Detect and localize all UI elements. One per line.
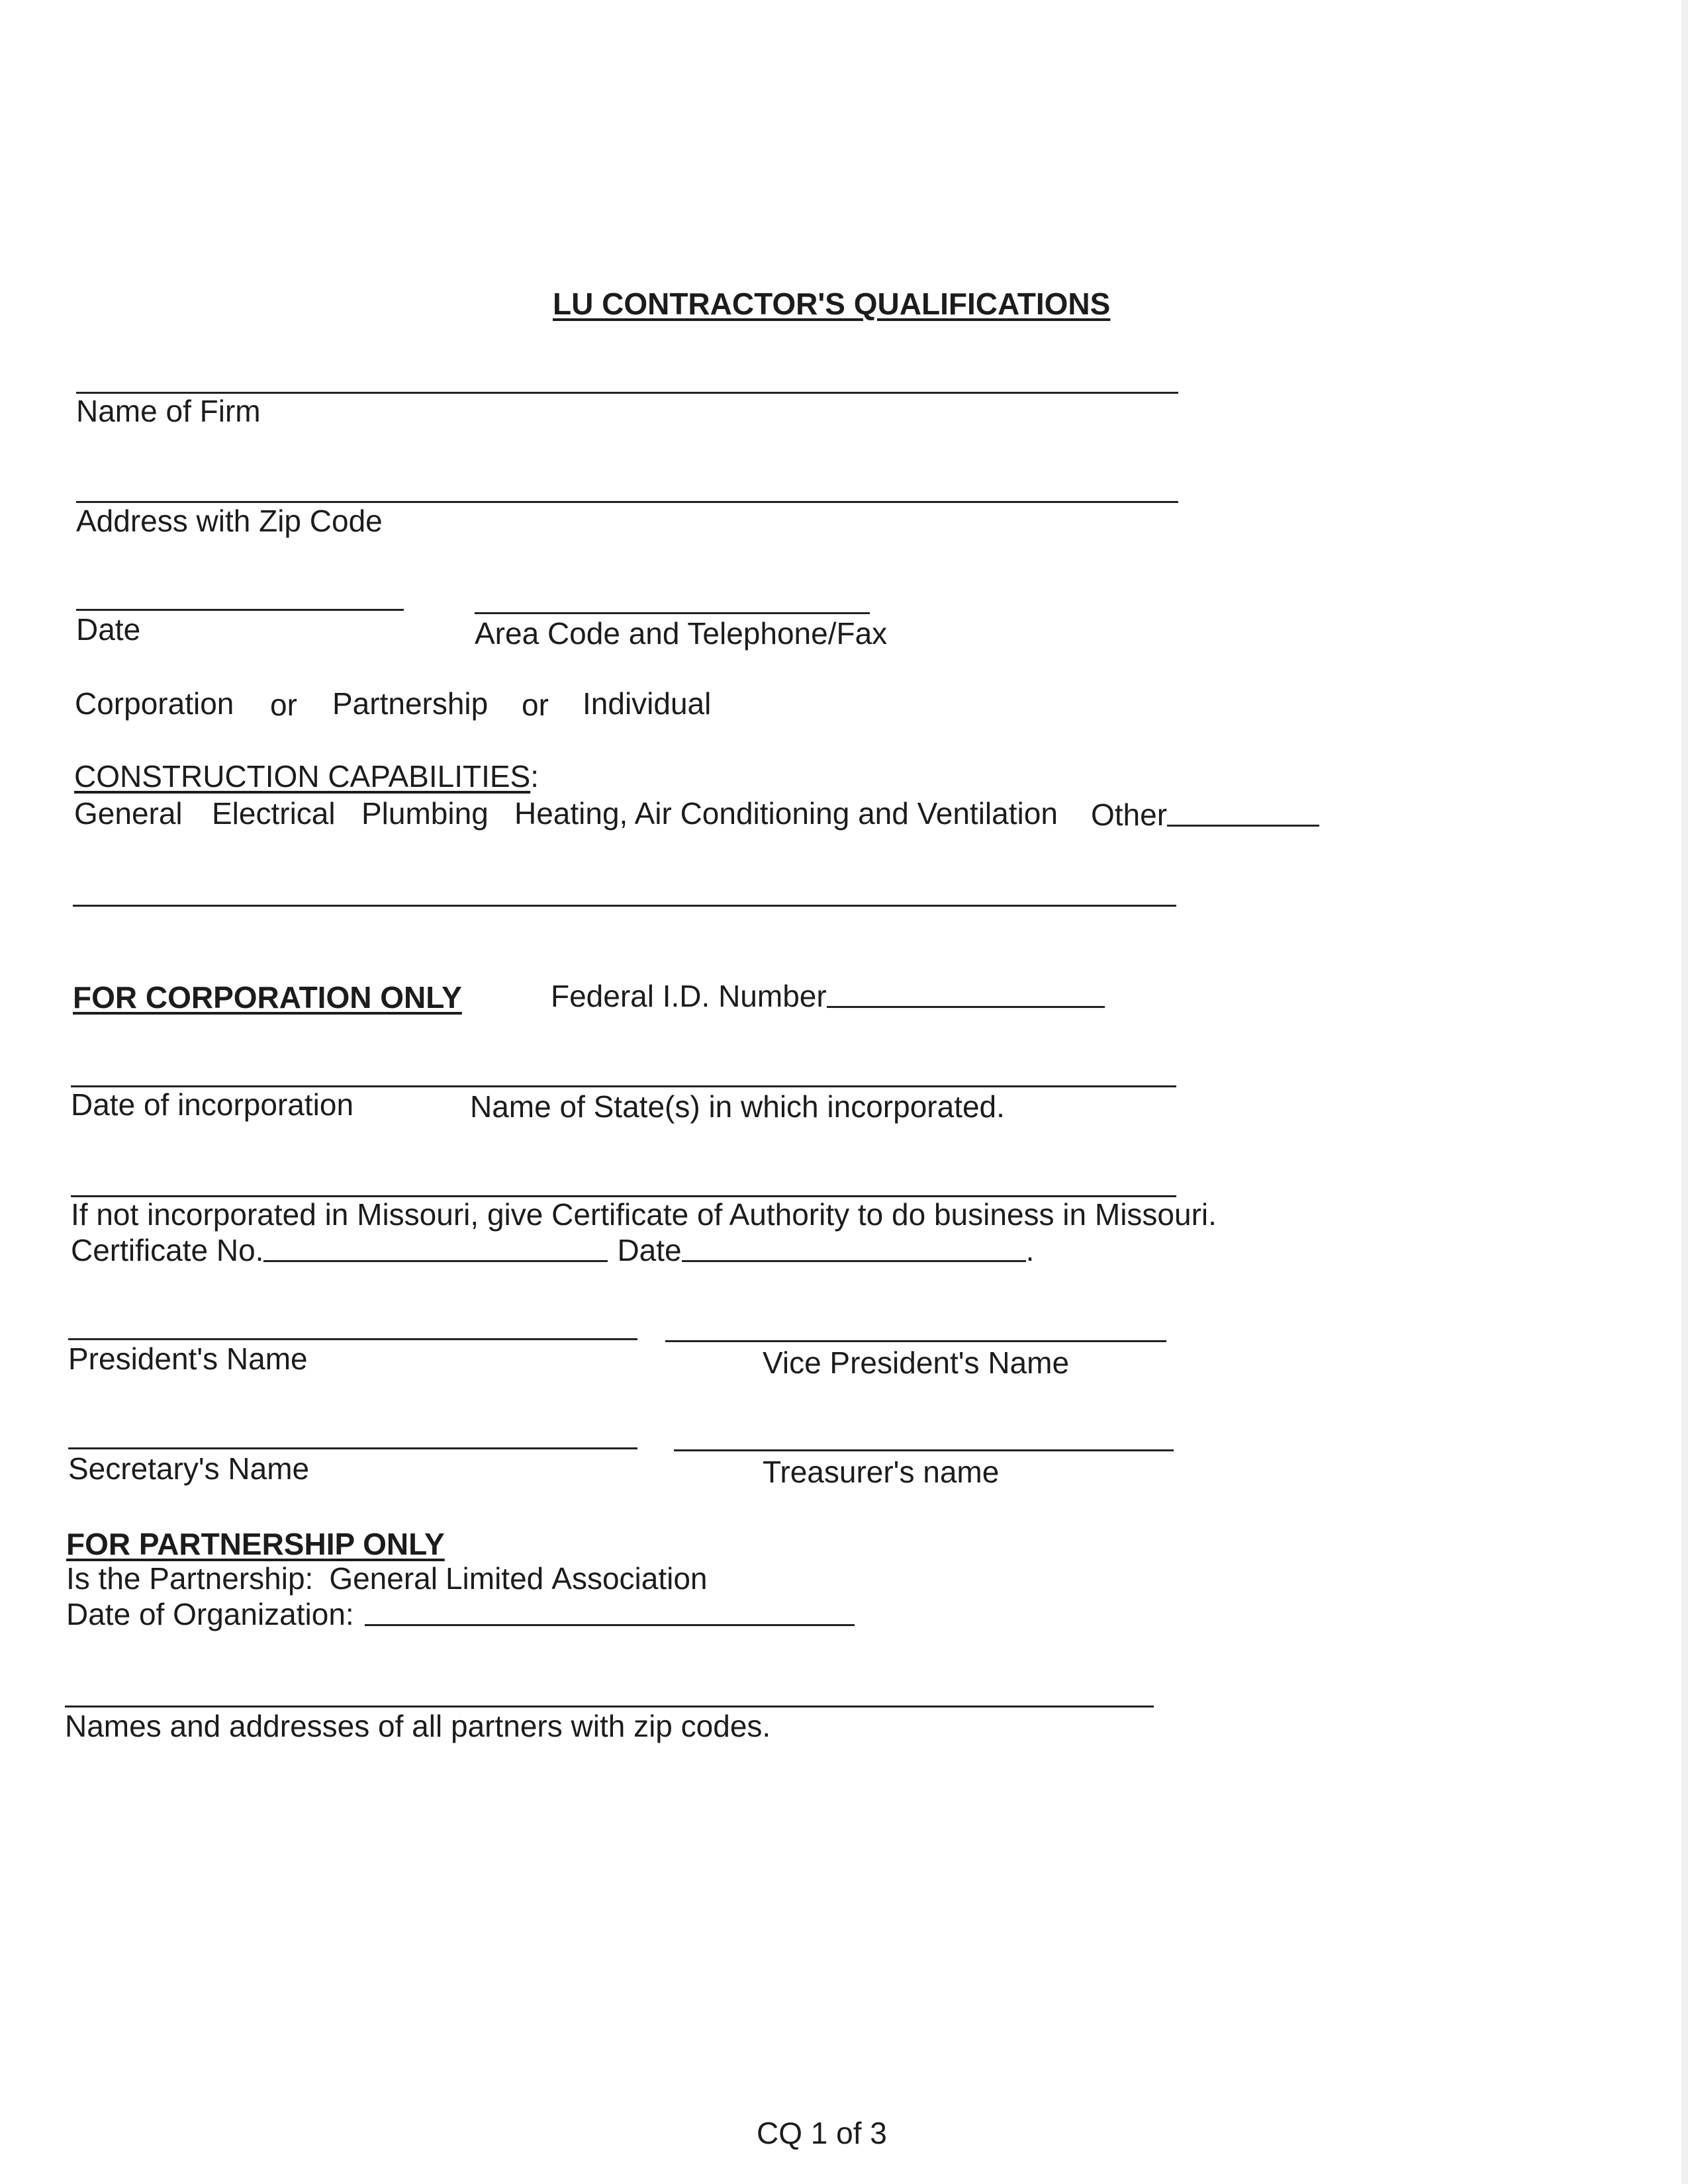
partners-line[interactable] [65, 1706, 1154, 1707]
federal-id-blank[interactable] [827, 1005, 1105, 1008]
certificate-date-end: . [1025, 1233, 1035, 1267]
secretary-label: Secretary's Name [68, 1451, 310, 1486]
partnership-heading: FOR PARTNERSHIP ONLY [66, 1527, 445, 1561]
organization-date-blank[interactable] [365, 1623, 855, 1626]
certificate-no-blank[interactable] [263, 1259, 608, 1262]
capability-hvac[interactable]: Heating, Air Conditioning and Ventilation [514, 796, 1058, 831]
entity-or-2: or [522, 688, 549, 722]
vice-president-line[interactable] [665, 1340, 1166, 1342]
capability-other-blank[interactable] [1167, 824, 1319, 827]
firm-name-label: Name of Firm [76, 394, 261, 428]
capability-electrical[interactable]: Electrical [212, 796, 336, 831]
president-label: President's Name [68, 1342, 308, 1376]
certificate-row [71, 1235, 1034, 1265]
partnership-type-limited[interactable]: Limited [445, 1561, 544, 1596]
address-line[interactable] [76, 501, 1178, 503]
treasurer-line[interactable] [674, 1449, 1174, 1451]
partnership-type-row [66, 1563, 708, 1594]
vice-president-label: Vice President's Name [763, 1345, 1070, 1380]
capability-detail-line[interactable] [73, 905, 1176, 907]
page-number: CQ 1 of 3 [757, 2116, 887, 2150]
construction-heading [74, 761, 539, 792]
capability-other-label: Other [1091, 797, 1168, 832]
capability-other[interactable] [1091, 799, 1319, 830]
certificate-no-label: Certificate No. [71, 1233, 264, 1267]
construction-heading-text: CONSTRUCTION CAPABILITIES [74, 759, 531, 794]
organization-date-label: Date of Organization: [66, 1597, 354, 1631]
capability-plumbing[interactable]: Plumbing [361, 796, 489, 831]
address-label: Address with Zip Code [76, 504, 383, 538]
phone-label: Area Code and Telephone/Fax [475, 616, 888, 651]
entity-individual[interactable]: Individual [583, 686, 712, 721]
construction-heading-colon: : [530, 759, 539, 794]
missouri-note: If not incorporated in Missouri, give Certificate of Authority to do business in Missouri. [71, 1197, 1217, 1232]
organization-date [66, 1599, 855, 1629]
incorporation-date-label: Date of incorporation [71, 1087, 354, 1122]
capability-general[interactable]: General [74, 796, 183, 831]
president-line[interactable] [68, 1338, 637, 1340]
page-title: LU CONTRACTOR'S QUALIFICATIONS [553, 287, 1111, 321]
secretary-line[interactable] [68, 1447, 637, 1449]
date-line[interactable] [76, 609, 404, 611]
certificate-date-label: Date [617, 1233, 682, 1267]
partnership-type-association[interactable]: Association [551, 1561, 708, 1596]
corporation-heading: FOR CORPORATION ONLY [73, 980, 462, 1015]
phone-line[interactable] [475, 612, 870, 614]
certificate-date-blank[interactable] [682, 1259, 1026, 1262]
treasurer-label: Treasurer's name [763, 1455, 1000, 1489]
federal-id-label: Federal I.D. Number [551, 979, 827, 1013]
entity-or-1: or [270, 688, 297, 722]
entity-partnership[interactable]: Partnership [332, 686, 489, 721]
partnership-type-label: Is the Partnership: [66, 1561, 314, 1596]
partners-label: Names and addresses of all partners with zip codes. [65, 1709, 771, 1743]
incorporation-state-label: Name of State(s) in which incorporated. [470, 1089, 1005, 1124]
partnership-type-general[interactable]: General [329, 1561, 438, 1596]
date-label: Date [76, 612, 141, 647]
page-edge [1681, 0, 1688, 2184]
entity-corporation[interactable]: Corporation [75, 686, 234, 721]
federal-id[interactable] [551, 981, 1105, 1011]
